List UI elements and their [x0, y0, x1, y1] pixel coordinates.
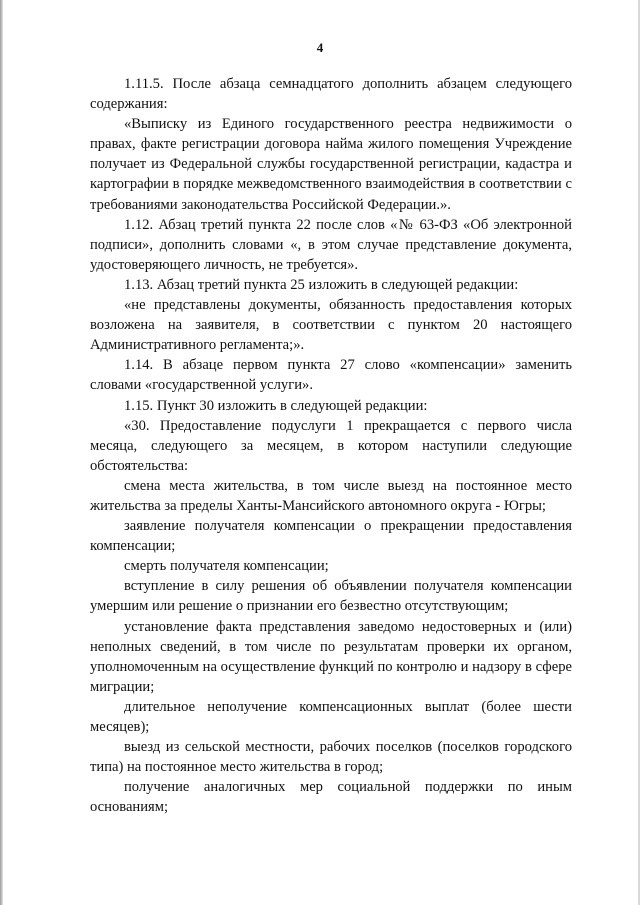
list-item: длительное неполучение компенсационных выплат (более шести месяцев);	[90, 698, 572, 735]
list-item: установление факта представления заведомо недостоверных и (или) неполных сведений, в том числе по результатам проверки их органом, уполномоченным на осуществление функций по контролю и надзору в сфере миграции;	[90, 618, 572, 695]
list-item: заявление получателя компенсации о прекращении предоставления компенсации;	[90, 518, 572, 555]
document-body	[90, 74, 572, 817]
paragraph-quote-extract: «Выписку из Единого государственного реестра недвижимости о правах, факте регистрации договора найма жилого помещения Учреждение получает из Федеральной службы государственной регистрации, кадастра и картографии в порядке межведомственного взаимодействия в соответствии с требованиями законодательства Российской Федерации.».	[90, 116, 572, 213]
list-item: смена места жительства, в том числе выезд на постоянное место жительства за пределы Ханты-Мансийского автономного округа - Югры;	[90, 477, 572, 514]
scan-edge-left	[0, 0, 3, 905]
paragraph-item-30: «30. Предоставление подуслуги 1 прекращается с первого числа месяца, следующего за месяцем, в котором наступили следующие обстоятельства:	[90, 417, 572, 474]
paragraph-1-11-5: 1.11.5. После абзаца семнадцатого дополнить абзацем следующего содержания:	[90, 76, 572, 113]
paragraph-1-15: 1.15. Пункт 30 изложить в следующей редакции:	[124, 397, 428, 414]
paragraph-1-13: 1.13. Абзац третий пункта 25 изложить в следующей редакции:	[124, 276, 519, 293]
page-number: 4	[316, 40, 324, 55]
paragraph-1-12: 1.12. Абзац третий пункта 22 после слов «№ 63-ФЗ «Об электронной подписи», дополнить словами «, в этом случае представление документа, удостоверяющего личность, не требуется».	[90, 216, 572, 273]
list-item: выезд из сельской местности, рабочих поселков (поселков городского типа) на постоянное место жительства в город;	[90, 739, 572, 776]
list-item: вступление в силу решения об объявлении получателя компенсации умершим или решение о признании его безвестно отсутствующим;	[90, 578, 572, 615]
paragraph-1-14: 1.14. В абзаце первом пункта 27 слово «компенсации» заменить словами «государственной услуги».	[90, 357, 572, 394]
list-item: получение аналогичных мер социальной поддержки по иным основаниям;	[90, 779, 572, 816]
list-item: смерть получателя компенсации;	[124, 558, 329, 575]
paragraph-quote-documents: «не представлены документы, обязанность предоставления которых возложена на заявителя, в соответствии с пунктом 20 настоящего Административного регламента;».	[90, 297, 572, 354]
